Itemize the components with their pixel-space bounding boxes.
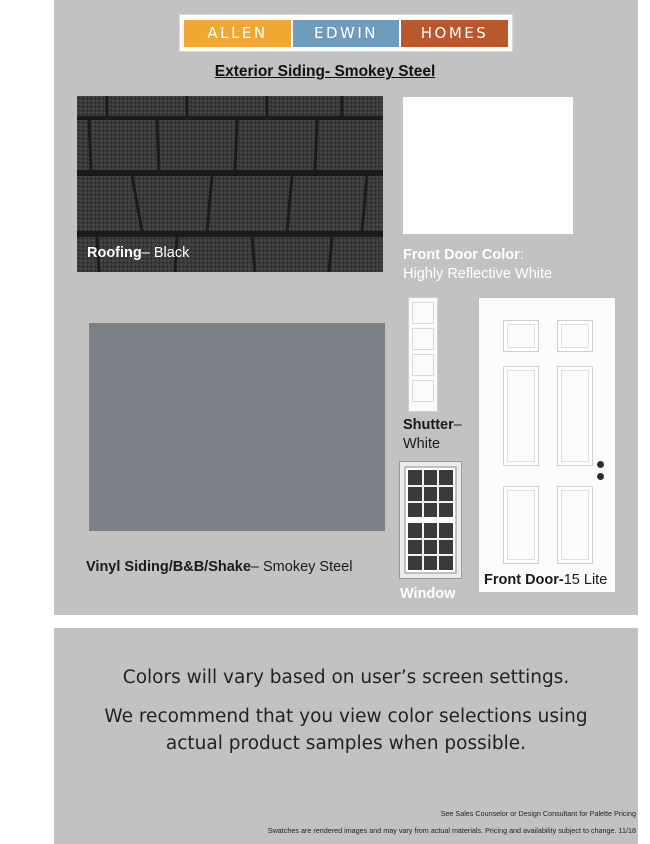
shutter-panel	[412, 302, 434, 324]
vinyl-siding-swatch	[89, 323, 385, 531]
disclaimer-line-3: actual product samples when possible.	[165, 733, 527, 754]
logo-segment-edwin: EDWIN	[293, 20, 399, 47]
door-panel	[557, 320, 593, 352]
roofing-label: Roofing– Black	[87, 245, 190, 261]
front-door-image	[478, 297, 616, 593]
disclaimer-line-2: We recommend that you view color selections using	[104, 706, 588, 727]
deadbolt-icon	[597, 473, 604, 480]
shutter-panel	[412, 380, 434, 402]
window-label: Window	[400, 586, 456, 602]
logo-segment-allen: ALLEN	[184, 20, 291, 47]
window-grid	[400, 462, 461, 578]
door-panel	[503, 320, 539, 352]
page-title: Exterior Siding- Smokey Steel	[214, 63, 436, 80]
front-door-color-label: Front Door Color:	[403, 247, 524, 263]
front-door-color-swatch	[403, 97, 573, 234]
shutter-panel	[412, 354, 434, 376]
vinyl-siding-label: Vinyl Siding/B&B/Shake– Smokey Steel	[86, 559, 353, 575]
footnote-disclaimer: Swatches are rendered images and may vary from actual materials. Pricing and availability subject to change. 11/18	[267, 826, 636, 835]
shutter-label: Shutter–	[403, 417, 462, 433]
window-image	[399, 461, 462, 579]
logo-segment-homes: HOMES	[401, 20, 508, 47]
front-door-label: Front Door-15 Lite	[484, 572, 608, 588]
front-door-color-value: Highly Reflective White	[403, 266, 553, 282]
disclaimer-line-1: Colors will vary based on user’s screen settings.	[122, 667, 570, 688]
door-panel	[503, 486, 539, 564]
door-panel	[557, 366, 593, 466]
shutter-value: White	[403, 436, 441, 452]
allen-edwin-homes-logo	[179, 14, 513, 52]
door-panel	[557, 486, 593, 564]
door-panel	[503, 366, 539, 466]
shutter-panel	[412, 328, 434, 350]
shutter-image	[408, 297, 438, 412]
door-knob-icon	[597, 461, 604, 468]
footnote-pricing: See Sales Counselor or Design Consultant for Palette Pricing	[440, 809, 636, 818]
